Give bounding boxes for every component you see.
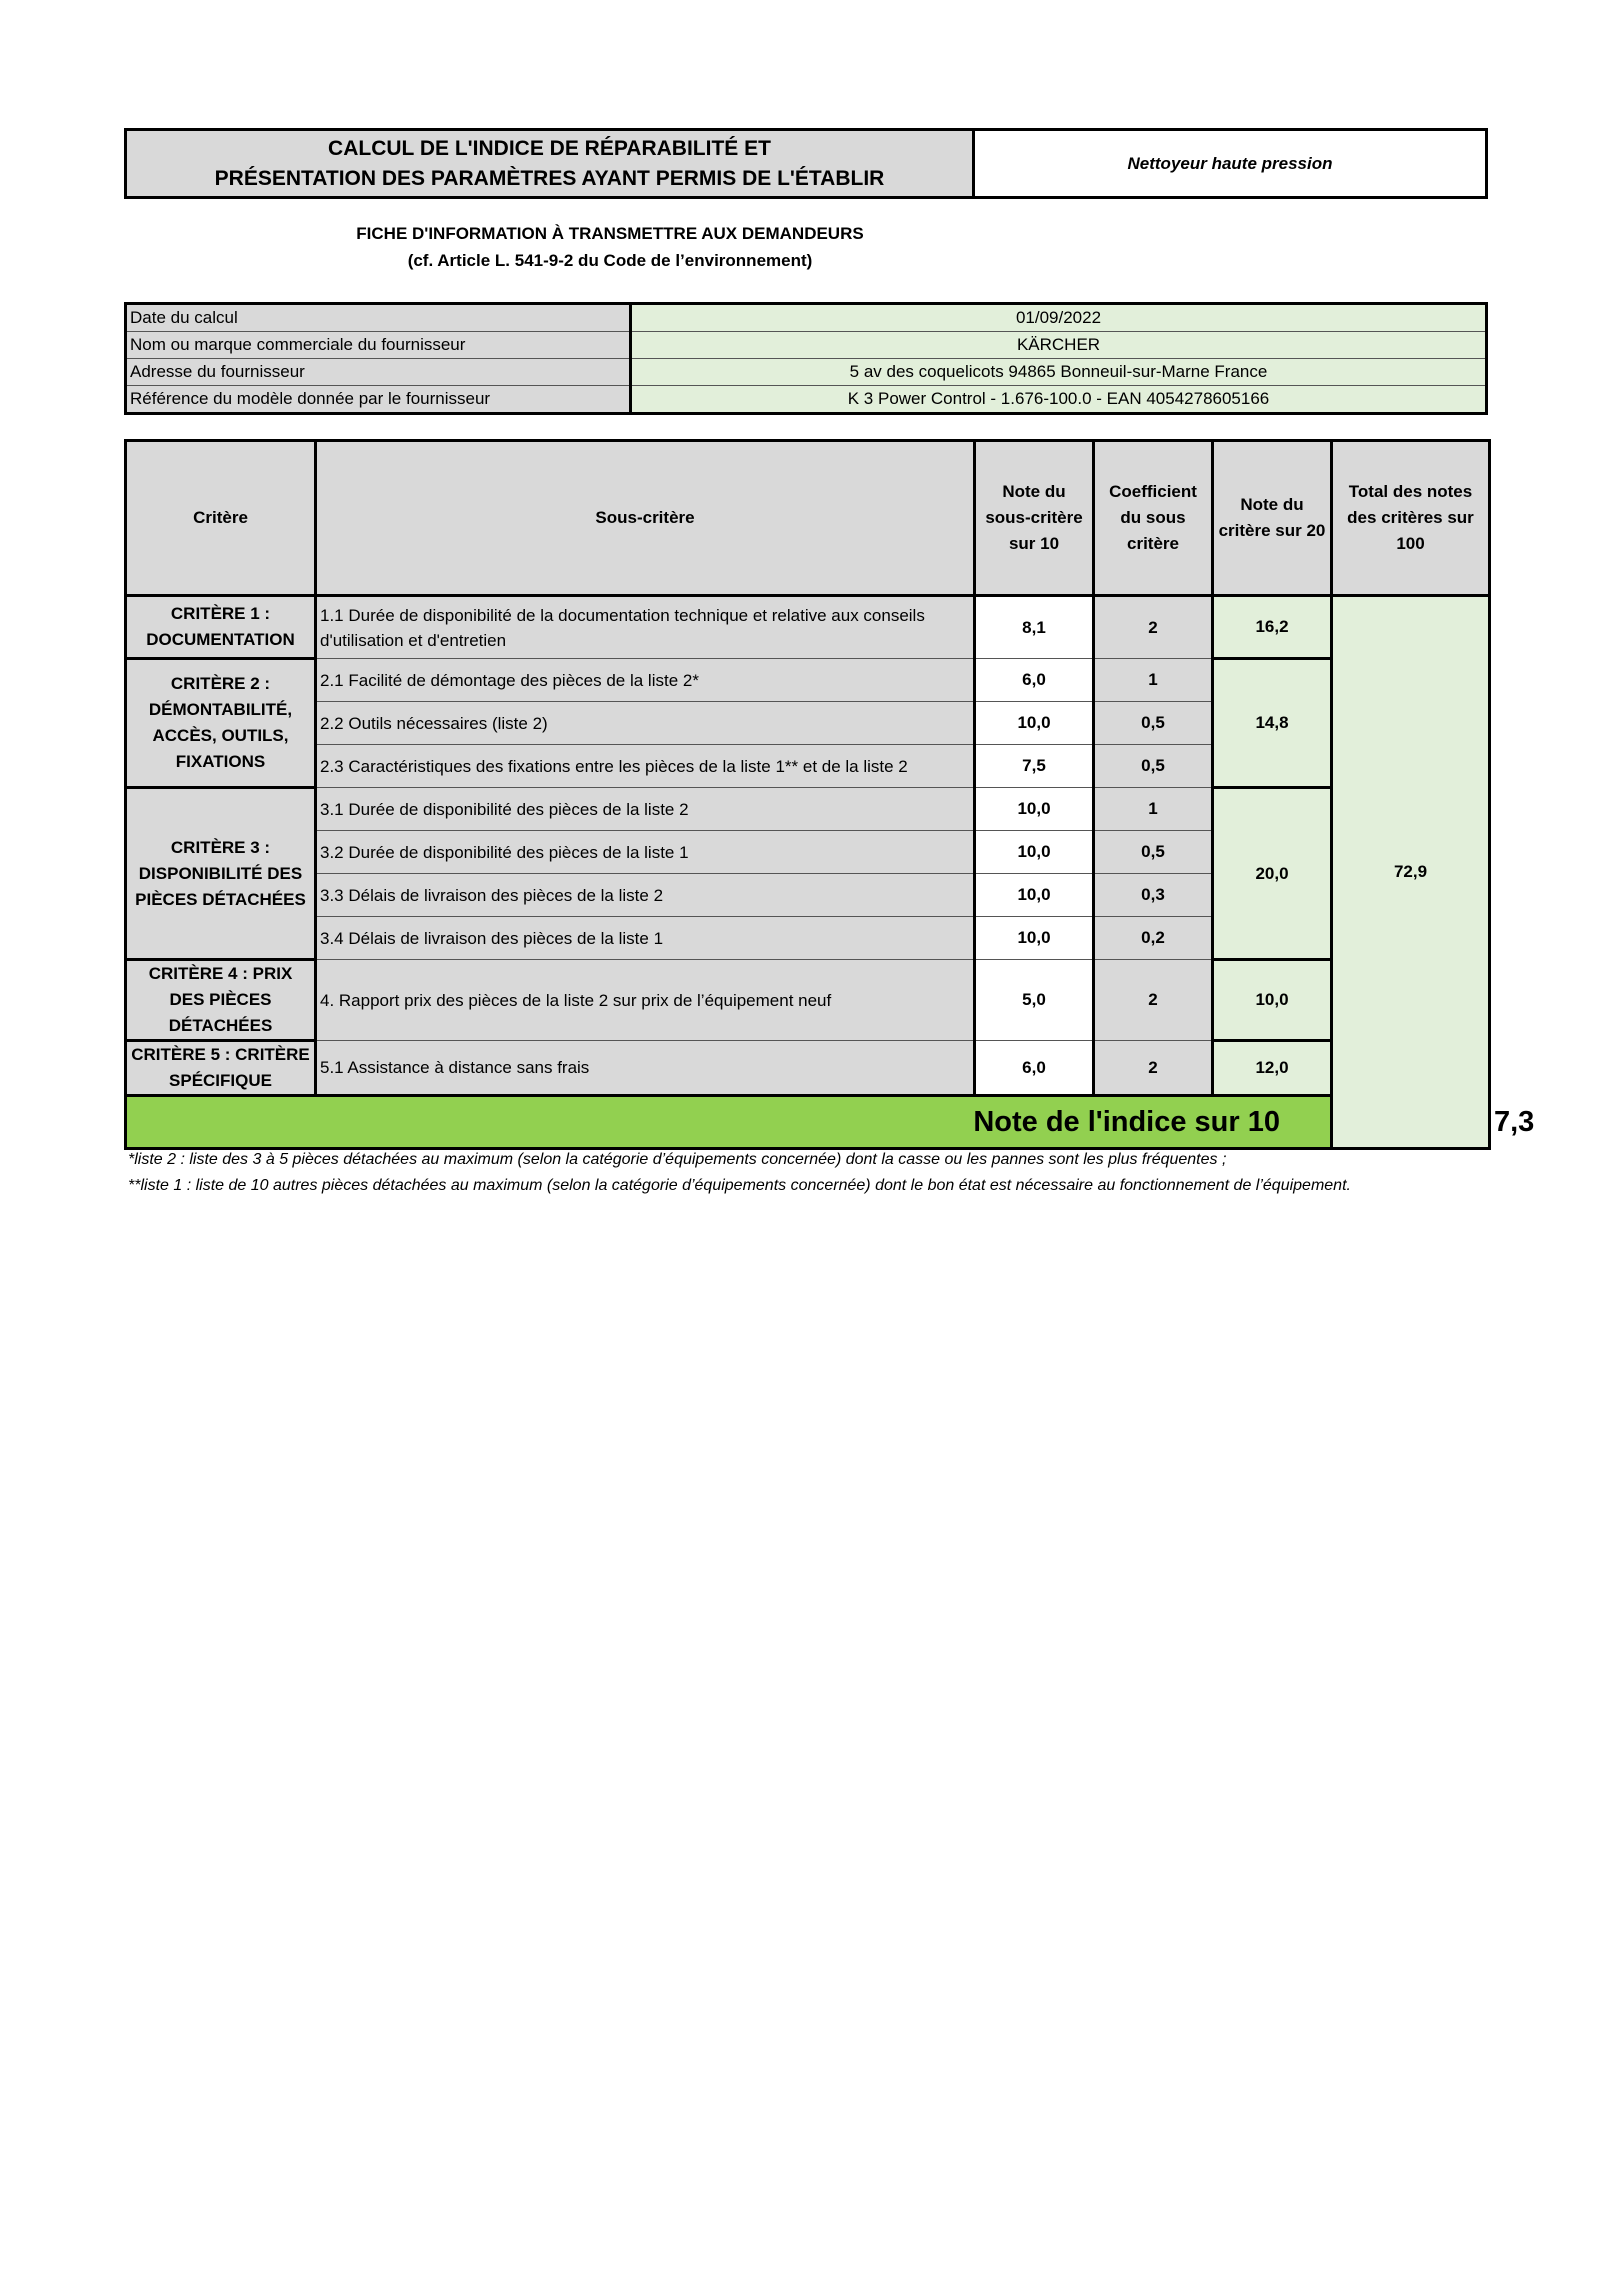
sub-criterion-coef: 2	[1094, 960, 1213, 1041]
sub-criterion-label: 3.4 Délais de livraison des pièces de la liste 1	[316, 917, 975, 960]
criterion-note: 16,2	[1213, 596, 1332, 659]
criterion-note: 14,8	[1213, 659, 1332, 788]
sub-criterion-coef: 0,5	[1094, 745, 1213, 788]
criterion-name: CRITÈRE 5 : CRITÈRE SPÉCIFIQUE	[126, 1041, 316, 1096]
criterion-note: 10,0	[1213, 960, 1332, 1041]
header-note-critere: Note du critère sur 20	[1213, 441, 1332, 596]
sub-criterion-label: 3.3 Délais de livraison des pièces de la liste 2	[316, 874, 975, 917]
table-row	[126, 659, 1490, 702]
header-total: Total des notes des critères sur 100	[1332, 441, 1490, 596]
sub-criterion-note: 10,0	[975, 702, 1094, 745]
product-type: Nettoyeur haute pression	[974, 130, 1487, 198]
criterion-name: CRITÈRE 2 : DÉMONTABILITÉ, ACCÈS, OUTILS, FIXATIONS	[126, 659, 316, 788]
info-row	[126, 386, 1487, 414]
info-row	[126, 332, 1487, 359]
total-score: 72,9	[1332, 596, 1490, 1149]
sub-criterion-note: 10,0	[975, 831, 1094, 874]
criterion-note: 20,0	[1213, 788, 1332, 960]
table-header-row	[126, 441, 1490, 596]
info-label: Nom ou marque commerciale du fournisseur	[126, 332, 631, 359]
sub-criterion-label: 1.1 Durée de disponibilité de la documentation technique et relative aux conseils d'utilisation et d'entretien	[316, 596, 975, 659]
sub-criterion-note: 10,0	[975, 917, 1094, 960]
sub-criterion-coef: 1	[1094, 659, 1213, 702]
sub-criterion-coef: 1	[1094, 788, 1213, 831]
table-row	[126, 596, 1490, 659]
sub-criterion-label: 2.1 Facilité de démontage des pièces de la liste 2*	[316, 659, 975, 702]
sub-criterion-note: 6,0	[975, 1041, 1094, 1096]
info-value: 01/09/2022	[631, 304, 1487, 332]
title-line-2: PRÉSENTATION DES PARAMÈTRES AYANT PERMIS DE L'ÉTABLIR	[214, 166, 885, 190]
table-row	[126, 960, 1490, 1041]
info-row	[126, 359, 1487, 386]
footnotes	[128, 1147, 1458, 1199]
title-line-1: CALCUL DE L'INDICE DE RÉPARABILITÉ ET	[328, 136, 771, 160]
fiche-reference: (cf. Article L. 541-9-2 du Code de l’environnement)	[407, 251, 813, 270]
header-note-sous-critere: Note du sous-critère sur 10	[975, 441, 1094, 596]
sub-criterion-label: 4. Rapport prix des pièces de la liste 2 sur prix de l’équipement neuf	[316, 960, 975, 1041]
sub-criterion-note: 10,0	[975, 874, 1094, 917]
footnote-liste-2: *liste 2 : liste des 3 à 5 pièces détachées au maximum (selon la catégorie d’équipements concernée) dont la casse ou les pannes sont les plus fréquentes ;	[128, 1151, 1227, 1168]
repairability-table	[124, 439, 1535, 1150]
final-score-row: Note de l'indice sur 10 7,3	[126, 1096, 1490, 1149]
info-label: Adresse du fournisseur	[126, 359, 631, 386]
sub-criterion-label: 3.2 Durée de disponibilité des pièces de la liste 1	[316, 831, 975, 874]
header-sous-critere: Sous-critère	[316, 441, 975, 596]
sub-criterion-coef: 2	[1094, 1041, 1213, 1096]
info-value: K 3 Power Control - 1.676-100.0 - EAN 4054278605166	[631, 386, 1487, 414]
sub-criterion-note: 5,0	[975, 960, 1094, 1041]
title-block	[124, 128, 1488, 199]
sub-criterion-coef: 0,3	[1094, 874, 1213, 917]
sub-criterion-note: 8,1	[975, 596, 1094, 659]
header-coefficient: Coefficient du sous critère	[1094, 441, 1213, 596]
sub-criterion-coef: 0,5	[1094, 831, 1213, 874]
document-title	[126, 130, 974, 198]
info-value: KÄRCHER	[631, 332, 1487, 359]
final-score-label: Note de l'indice sur 10	[126, 1096, 1332, 1149]
criterion-name: CRITÈRE 1 : DOCUMENTATION	[126, 596, 316, 659]
sub-criterion-label: 5.1 Assistance à distance sans frais	[316, 1041, 975, 1096]
table-row	[126, 788, 1490, 831]
info-label: Date du calcul	[126, 304, 631, 332]
info-row	[126, 304, 1487, 332]
sub-criterion-coef: 0,5	[1094, 702, 1213, 745]
sub-criterion-note: 6,0	[975, 659, 1094, 702]
sub-criterion-note: 10,0	[975, 788, 1094, 831]
criterion-note: 12,0	[1213, 1041, 1332, 1096]
sub-criterion-label: 2.2 Outils nécessaires (liste 2)	[316, 702, 975, 745]
sub-criterion-coef: 2	[1094, 596, 1213, 659]
sub-criterion-coef: 0,2	[1094, 917, 1213, 960]
supplier-info-table	[124, 302, 1488, 415]
footnote-liste-1: **liste 1 : liste de 10 autres pièces détachées au maximum (selon la catégorie d’équipements concernée) dont le bon état est nécessaire au fonctionnement de l’équipement.	[128, 1177, 1351, 1194]
fiche-heading: FICHE D'INFORMATION À TRANSMETTRE AUX DEMANDEURS	[356, 224, 864, 243]
info-label: Référence du modèle donnée par le fournisseur	[126, 386, 631, 414]
criterion-name: CRITÈRE 4 : PRIX DES PIÈCES DÉTACHÉES	[126, 960, 316, 1041]
header-critere: Critère	[126, 441, 316, 596]
table-row	[126, 1041, 1490, 1096]
sub-criterion-note: 7,5	[975, 745, 1094, 788]
criterion-name: CRITÈRE 3 : DISPONIBILITÉ DES PIÈCES DÉTACHÉES	[126, 788, 316, 960]
sub-criterion-label: 3.1 Durée de disponibilité des pièces de la liste 2	[316, 788, 975, 831]
sub-criterion-label: 2.3 Caractéristiques des fixations entre les pièces de la liste 1** et de la liste 2	[316, 745, 975, 788]
info-value: 5 av des coquelicots 94865 Bonneuil-sur-Marne France	[631, 359, 1487, 386]
